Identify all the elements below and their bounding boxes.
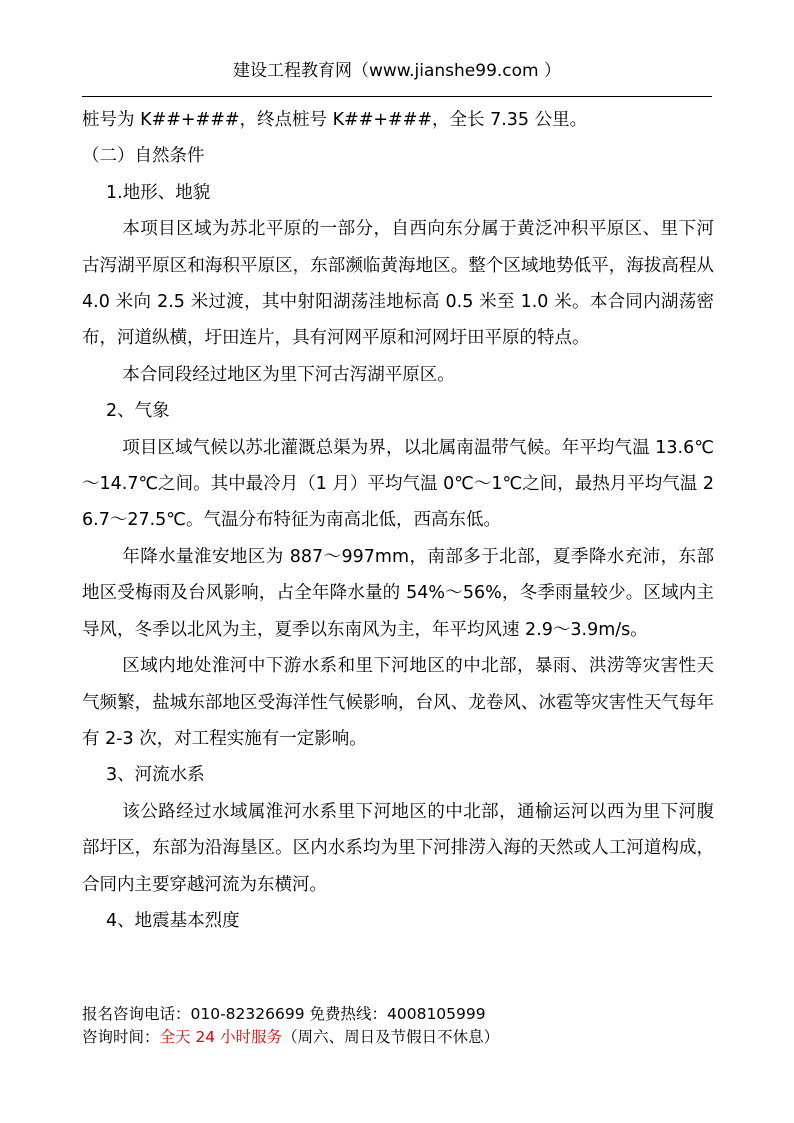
section-heading-natural-conditions: （二）自然条件 [82, 146, 205, 167]
document-body [82, 102, 714, 939]
footer-contact-line: 报名咨询电话：010-82326699 免费热线：4008105999 [82, 1005, 486, 1023]
footer-hours-note: （周六、周日及节假日不休息） [282, 1028, 500, 1046]
continuation-line: 桩号为 K##+###，终点桩号 K##+###，全长 7.35 公里。 [82, 110, 588, 130]
page-header: 建设工程教育网（www.jianshe99.com ） [232, 61, 562, 81]
subheading-rivers: 3、河流水系 [106, 765, 205, 786]
subheading-terrain: 1.地形、地貌 [106, 182, 211, 203]
header-divider [82, 96, 712, 97]
footer-hours-label: 咨询时间： [82, 1028, 160, 1046]
paragraph-contract-area: 本合同段经过地区为里下河古泻湖平原区。 [122, 364, 455, 385]
paragraph-terrain: 本项目区域为苏北平原的一部分，自西向东分属于黄泛冲积平原区、里下河古泻湖平原区和海积平原区，东部濒临黄海地区。整个区域地势低平，海拔高程从 4.0 米向 2.5 米过渡，其中射阳湖荡洼地标高 0.5 米至 1.0 米。本合同内湖荡密布，河道纵横，圩田连片，具有河网平原和河网圩田平原的特点。 [82, 219, 714, 349]
footer-hours-line [82, 1026, 722, 1049]
page-footer [82, 1003, 722, 1049]
paragraph-temperature: 项目区域气候以苏北灌溉总渠为界，以北属南温带气候。年平均气温 13.6℃～14.7℃之间。其中最冷月（1 月）平均气温 0℃～1℃之间，最热月平均气温 26.7～27.5℃。气温分布特征为南高北低，西高东低。 [82, 437, 714, 531]
subheading-climate: 2、气象 [106, 401, 170, 422]
paragraph-rivers: 该公路经过水域属淮河水系里下河地区的中北部，通榆运河以西为里下河腹部圩区，东部为沿海垦区。区内水系均为里下河排涝入海的天然或人工河道构成，合同内主要穿越河流为东横河。 [82, 801, 714, 895]
paragraph-precipitation: 年降水量淮安地区为 887～997mm，南部多于北部，夏季降水充沛，东部地区受梅雨及台风影响，占全年降水量的 54%～56%，冬季雨量较少。区域内主导风，冬季以北风为主，夏季以东南风为主，年平均风速 2.9～3.9m/s。 [82, 546, 714, 640]
footer-hours-highlight: 全天 24 小时服务 [159, 1028, 283, 1046]
subheading-seismic: 4、地震基本烈度 [106, 910, 240, 931]
paragraph-disasters: 区域内地处淮河中下游水系和里下河地区的中北部，暴雨、洪涝等灾害性天气频繁，盐城东部地区受海洋性气候影响，台风、龙卷风、冰雹等灾害性天气每年有 2-3 次，对工程实施有一定影响。 [82, 656, 714, 749]
